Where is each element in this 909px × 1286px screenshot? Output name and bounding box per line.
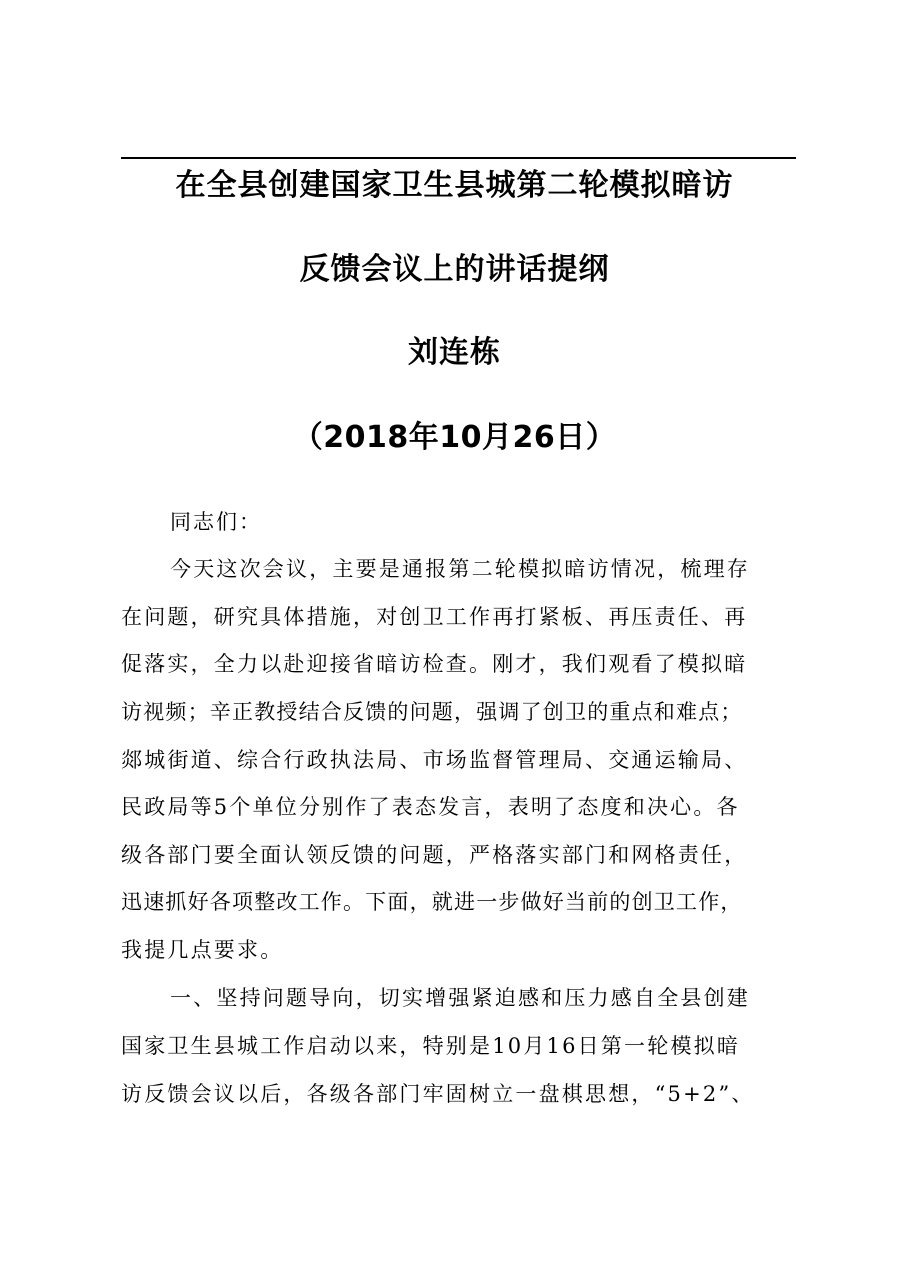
document-author: 刘连栋 xyxy=(408,335,501,370)
paragraph-1-line-3: 促落实，全力以赴迎接省暗访检查。刚才，我们观看了模拟暗 xyxy=(121,652,748,676)
document-title-line-2: 反馈会议上的讲话提纲 xyxy=(299,252,610,287)
paragraph-2-line-2: 国家卫生县城工作启动以来，特别是10月16日第一轮模拟暗 xyxy=(121,1034,741,1058)
document-date: （2018年10月26日） xyxy=(292,420,617,455)
paragraph-1-line-4: 访视频；辛正教授结合反馈的问题，强调了创卫的重点和难点； xyxy=(121,700,743,724)
paragraph-1-line-5: 郯城街道、综合行政执法局、市场监督管理局、交通运输局、 xyxy=(121,748,748,772)
paragraph-1-line-1: 今天这次会议，主要是通报第二轮模拟暗访情况，梳理存 xyxy=(170,557,750,581)
paragraph-1-line-9: 我提几点要求。 xyxy=(121,938,284,962)
document-title-line-1: 在全县创建国家卫生县城第二轮模拟暗访 xyxy=(175,168,734,203)
paragraph-2-line-1: 一、坚持问题导向，切实增强紧迫感和压力感自全县创建 xyxy=(170,986,750,1010)
header-rule xyxy=(121,157,796,159)
paragraph-1-line-2: 在问题，研究具体措施，对创卫工作再打紧板、再压责任、再 xyxy=(121,605,748,629)
paragraph-1-line-7: 级各部门要全面认领反馈的问题，严格落实部门和网格责任， xyxy=(121,843,748,867)
paragraph-1-line-6: 民政局等5个单位分别作了表态发言，表明了态度和决心。各 xyxy=(121,795,740,819)
paragraph-2-line-3: 访反馈会议以后，各级各部门牢固树立一盘棋思想，“5+2”、 xyxy=(121,1082,755,1106)
salutation: 同志们： xyxy=(170,510,262,534)
paragraph-1-line-8: 迅速抓好各项整改工作。下面，就进一步做好当前的创卫工作， xyxy=(121,890,743,914)
